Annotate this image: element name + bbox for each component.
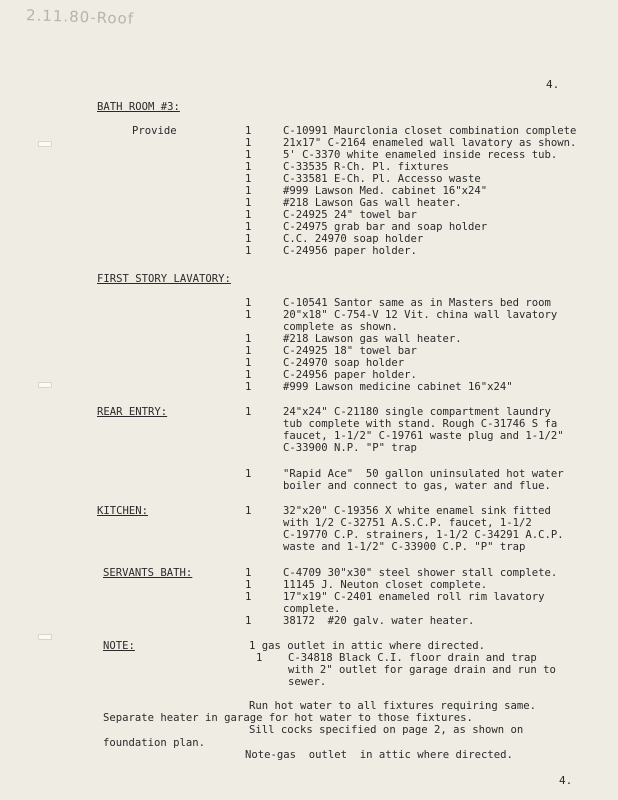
section-heading-note: NOTE: [103,640,135,652]
item-line: 32"x20" C-19356 X white enamel sink fitted [283,505,551,517]
item-line: 38172 #20 galv. water heater. [283,615,475,627]
item-line: waste and 1-1/2" C-33900 C.P. "P" trap [283,541,526,553]
closing-line: Separate heater in garage for hot water to those fixtures. [103,712,473,724]
item-line: C-4709 30"x30" steel shower stall complete. [283,567,558,579]
item-line: #999 Lawson Med. cabinet 16"x24" [283,185,488,197]
item-line: C-33535 R-Ch. Pl. fixtures [283,161,449,173]
section-heading-first-story-lavatory: FIRST STORY LAVATORY: [97,273,231,285]
item-line: faucet, 1-1/2" C-19761 waste plug and 1-1/2" [283,430,564,442]
item-line: complete. [283,603,341,615]
item-line: "Rapid Ace" 50 gallon uninsulated hot water [283,468,564,480]
item-qty: 1 [245,197,252,209]
page-number-top: 4. [546,78,560,91]
closing-line: Run hot water to all fixtures requiring same. [249,700,537,712]
item-line: with 1/2 C-32751 A.S.C.P. faucet, 1-1/2 [283,517,532,529]
item-line: #218 Lawson Gas wall heater. [283,197,462,209]
item-line: C-24956 paper holder. [283,245,417,257]
item-qty: 1 [245,297,252,309]
item-qty: 1 [245,406,252,418]
section-heading-kitchen: KITCHEN: [97,505,149,517]
item-qty: 1 [245,245,252,257]
item-line: 5' C-3370 white enameled inside recess tub. [283,149,558,161]
item-line: with 2" outlet for garage drain and run to [288,664,556,676]
item-qty: 1 [245,579,252,591]
section-label-provide: Provide [132,125,177,137]
closing-line: Sill cocks specified on page 2, as shown on [249,724,524,736]
item-qty: 1 [245,567,252,579]
item-qty: 1 [245,591,252,603]
item-line: C-19770 C.P. strainers, 1-1/2 C-34291 A.C.P. [283,529,564,541]
item-line: C-33581 E-Ch. Pl. Accesso waste [283,173,481,185]
item-line: 24"x24" C-21180 single compartment laundry [283,406,551,418]
item-line: 21x17" C-2164 enameled wall lavatory as shown. [283,137,577,149]
item-line: #218 Lawson gas wall heater. [283,333,462,345]
item-qty: 1 [256,652,263,664]
item-qty: 1 [245,381,252,393]
item-line: C-33900 N.P. "P" trap [283,442,417,454]
item-line: 17"x19" C-2401 enameled roll rim lavatory [283,591,545,603]
item-line: C-24956 paper holder. [283,369,417,381]
item-qty: 1 [245,505,252,517]
item-qty: 1 [245,221,252,233]
item-line: C-34818 Black C.I. floor drain and trap [288,652,537,664]
item-line: tub complete with stand. Rough C-31746 S fa [283,418,558,430]
item-qty: 1 [245,173,252,185]
item-line: C-10541 Santor same as in Masters bed room [283,297,551,309]
item-line: C-10991 Maurclonia closet combination complete [283,125,577,137]
item-line: C-24925 24" towel bar [283,209,417,221]
item-qty: 1 [245,468,252,480]
closing-line: Note-gas outlet in attic where directed. [245,749,513,761]
item-qty: 1 [245,345,252,357]
closing-line: foundation plan. [103,737,206,749]
item-qty: 1 [245,369,252,381]
item-qty: 1 [245,233,252,245]
section-heading-servants-bath: SERVANTS BATH: [103,567,193,579]
binder-punch-mark [38,634,52,640]
item-line: sewer. [288,676,327,688]
item-line: #999 Lawson medicine cabinet 16"x24" [283,381,513,393]
item-qty: 1 [245,615,252,627]
item-line: C-24925 18" towel bar [283,345,417,357]
item-qty: 1 [245,309,252,321]
item-line: 11145 J. Neuton closet complete. [283,579,488,591]
item-line: complete as shown. [283,321,398,333]
item-line: 20"x18" C-754-V 12 Vit. china wall lavatory [283,309,558,321]
item-line: 1 gas outlet in attic where directed. [249,640,485,652]
item-qty: 1 [245,333,252,345]
binder-punch-mark [38,382,52,388]
item-qty: 1 [245,209,252,221]
item-qty: 1 [245,357,252,369]
handwritten-note: 2.11.80-Roof [25,6,135,28]
item-qty: 1 [245,125,252,137]
item-line: boiler and connect to gas, water and flue. [283,480,551,492]
page-number-bottom: 4. [559,774,573,787]
item-line: C.C. 24970 soap holder [283,233,424,245]
item-qty: 1 [245,161,252,173]
item-line: C-24970 soap holder [283,357,405,369]
item-qty: 1 [245,185,252,197]
section-heading-rear-entry: REAR ENTRY: [97,406,168,418]
item-line: C-24975 grab bar and soap holder [283,221,488,233]
section-heading-bath-room-3: BATH ROOM #3: [97,101,180,113]
item-qty: 1 [245,149,252,161]
binder-punch-mark [38,141,52,147]
item-qty: 1 [245,137,252,149]
